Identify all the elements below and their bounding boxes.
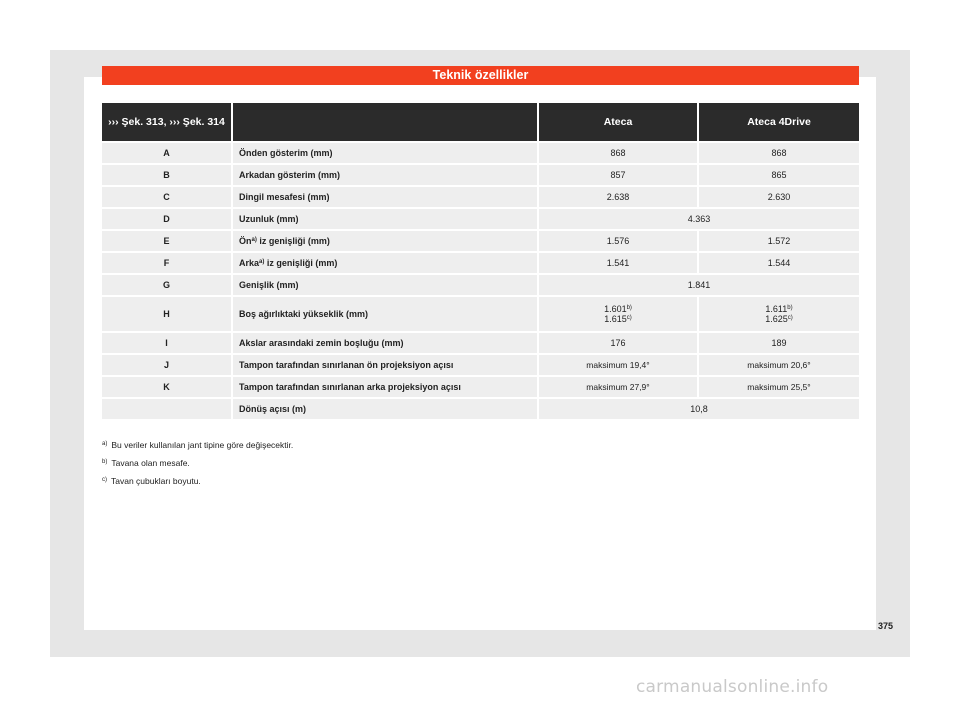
- table-row: [102, 399, 859, 419]
- row-key: C: [102, 187, 233, 207]
- footnote-ref: a): [259, 259, 265, 265]
- ateca-value: [539, 297, 699, 331]
- ateca-4drive-value: maksimum 20,6°: [699, 355, 859, 375]
- watermark: carmanualsonline.info: [636, 677, 829, 697]
- row-label: Arkadan gösterim (mm): [233, 165, 539, 185]
- label-text: iz genişliği (mm): [256, 236, 330, 246]
- footnote-mark: c): [102, 477, 107, 483]
- ateca-4drive-value: 865: [699, 165, 859, 185]
- table-row: [102, 355, 859, 375]
- footnote-ref: c): [626, 315, 632, 321]
- page-number: 375: [878, 621, 894, 631]
- row-label: Uzunluk (mm): [233, 209, 539, 229]
- ateca-value: 857: [539, 165, 699, 185]
- table-row: [102, 333, 859, 353]
- height-value: 1.615: [604, 314, 627, 324]
- row-label: [233, 253, 539, 273]
- row-key: A: [102, 143, 233, 163]
- row-key: D: [102, 209, 233, 229]
- row-key: G: [102, 275, 233, 295]
- ateca-4drive-value: maksimum 25,5°: [699, 377, 859, 397]
- ateca-value: 2.638: [539, 187, 699, 207]
- ateca-value: 868: [539, 143, 699, 163]
- header-ateca-4drive: Ateca 4Drive: [699, 103, 859, 141]
- footnote-ref: b): [787, 305, 793, 311]
- label-text: iz genişliği (mm): [264, 258, 338, 268]
- table-row: [102, 187, 859, 207]
- footnote: [102, 454, 293, 472]
- row-key: H: [102, 297, 233, 331]
- height-value: 1.601: [604, 304, 627, 314]
- footnote-text: Tavan çubukları boyutu.: [111, 476, 201, 486]
- ateca-value: maksimum 27,9°: [539, 377, 699, 397]
- ateca-4drive-value: 868: [699, 143, 859, 163]
- ateca-value: 1.576: [539, 231, 699, 251]
- ateca-4drive-value: 189: [699, 333, 859, 353]
- row-key: B: [102, 165, 233, 185]
- row-key: J: [102, 355, 233, 375]
- label-text: Arka: [239, 258, 260, 268]
- section-title: Teknik özellikler: [102, 66, 859, 85]
- table-row: [102, 165, 859, 185]
- row-key: K: [102, 377, 233, 397]
- spec-table: [102, 101, 859, 421]
- table-row: [102, 377, 859, 397]
- row-label: Dönüş açısı (m): [233, 399, 539, 419]
- label-text: Ön: [239, 236, 252, 246]
- ateca-value: 1.541: [539, 253, 699, 273]
- row-label: Tampon tarafından sınırlanan arka projeksiyon açısı: [233, 377, 539, 397]
- footnote-text: Bu veriler kullanılan jant tipine göre değişecektir.: [111, 440, 294, 450]
- table-header-row: [102, 103, 859, 141]
- footnote-ref: b): [626, 305, 632, 311]
- merged-value: 1.841: [539, 275, 859, 295]
- header-ateca: Ateca: [539, 103, 699, 141]
- ateca-4drive-value: 2.630: [699, 187, 859, 207]
- row-key: F: [102, 253, 233, 273]
- row-key: [102, 399, 233, 419]
- row-label: Genişlik (mm): [233, 275, 539, 295]
- height-value: 1.625: [765, 314, 788, 324]
- row-label: Tampon tarafından sınırlanan ön projeksiyon açısı: [233, 355, 539, 375]
- height-value: 1.611: [765, 304, 788, 314]
- footnote-ref: a): [251, 237, 257, 243]
- table-row: [102, 209, 859, 229]
- row-key: E: [102, 231, 233, 251]
- ateca-value: 176: [539, 333, 699, 353]
- row-label: Dingil mesafesi (mm): [233, 187, 539, 207]
- table-row: [102, 275, 859, 295]
- merged-value: 10,8: [539, 399, 859, 419]
- ateca-value: maksimum 19,4°: [539, 355, 699, 375]
- ateca-4drive-value: 1.572: [699, 231, 859, 251]
- row-key: I: [102, 333, 233, 353]
- row-label: [233, 231, 539, 251]
- header-figure-ref: ››› Şek. 313, ››› Şek. 314: [102, 103, 233, 141]
- table-row: [102, 143, 859, 163]
- table-row: [102, 253, 859, 273]
- row-label: Önden gösterim (mm): [233, 143, 539, 163]
- footnotes: [102, 436, 293, 490]
- ateca-4drive-value: 1.544: [699, 253, 859, 273]
- footnote: [102, 472, 293, 490]
- merged-value: 4.363: [539, 209, 859, 229]
- footnote-mark: b): [102, 459, 108, 465]
- footnote-ref: c): [787, 315, 793, 321]
- footnote-text: Tavana olan mesafe.: [111, 458, 190, 468]
- table-row: [102, 297, 859, 331]
- ateca-4drive-value: [699, 297, 859, 331]
- row-label: Boş ağırlıktaki yükseklik (mm): [233, 297, 539, 331]
- footnote-mark: a): [102, 441, 108, 447]
- row-label: Akslar arasındaki zemin boşluğu (mm): [233, 333, 539, 353]
- table-row: [102, 231, 859, 251]
- header-blank: [233, 103, 539, 141]
- footnote: [102, 436, 293, 454]
